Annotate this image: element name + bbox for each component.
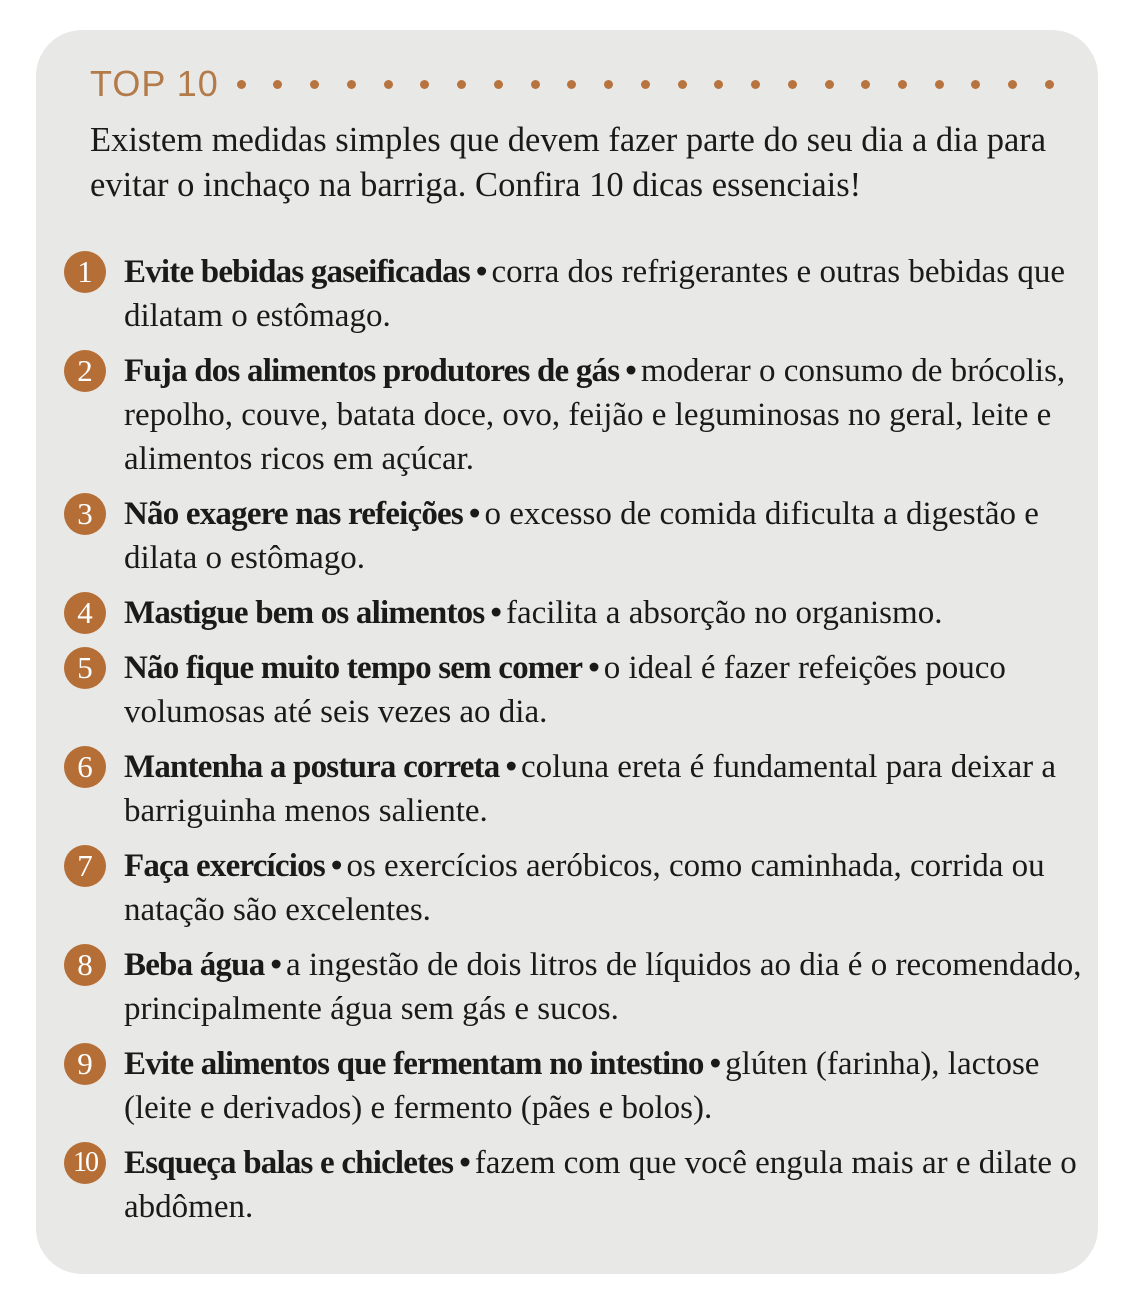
divider-dot [531, 80, 540, 89]
divider-dot [310, 80, 319, 89]
tip-item [64, 1141, 1084, 1229]
divider-dot [678, 80, 687, 89]
tip-text: o ideal é fazer refeições pouco volumosas até seis vezes ao dia. [124, 650, 1006, 730]
tip-number-badge: 6 [64, 746, 106, 788]
tip-number-badge: 7 [64, 845, 106, 887]
divider-dot [273, 80, 282, 89]
tip-item [64, 591, 1084, 635]
tip-number-badge: 4 [64, 592, 106, 634]
divider-dot [384, 80, 393, 89]
divider-dot [714, 80, 723, 89]
divider-dot [494, 80, 503, 89]
tip-number-badge: 5 [64, 647, 106, 689]
tip-text: corra dos refrigerantes e outras bebidas que dilatam o estômago. [124, 254, 1066, 334]
top10-card [36, 30, 1098, 1274]
divider-dot [971, 80, 980, 89]
bullet-separator: • [459, 1145, 471, 1181]
divider-dot [641, 80, 650, 89]
tip-text: moderar o consumo de brócolis, repolho, couve, batata doce, ovo, feijão e leguminosas no geral, leite e alimentos ricos em açúcar. [124, 353, 1066, 477]
bullet-separator: • [490, 595, 502, 631]
tip-title: Esqueça balas e chicletes [124, 1145, 454, 1181]
tip-item [64, 943, 1084, 1031]
tip-item [64, 349, 1084, 481]
bullet-separator: • [330, 848, 343, 884]
tips-list [64, 250, 1084, 1229]
divider-dot [898, 80, 907, 89]
tip-title: Mastigue bem os alimentos [124, 595, 485, 631]
divider-dot [788, 80, 797, 89]
tip-item [64, 646, 1084, 734]
tip-text: a ingestão de dois litros de líquidos ao dia é o recomendado, principalmente água sem gás e sucos. [124, 947, 1082, 1027]
bullet-separator: • [475, 254, 488, 290]
divider-dot [420, 80, 429, 89]
tip-title: Beba água [124, 947, 265, 983]
divider-dot [1045, 80, 1054, 89]
tip-title: Mantenha a postura correta [124, 749, 500, 785]
tip-title: Fuja dos alimentos produtores de gás [124, 353, 620, 389]
bullet-separator: • [505, 749, 518, 785]
tip-number-badge: 9 [64, 1043, 106, 1085]
divider-dot [604, 80, 613, 89]
tip-title: Não exagere nas refeições [124, 496, 463, 532]
divider-dot [1008, 80, 1017, 89]
intro-paragraph: Existem medidas simples que devem fazer parte do seu dia a dia para evitar o inchaço na barriga. Confira 10 dicas essenciais! [90, 121, 1047, 204]
divider-dot [457, 80, 466, 89]
tip-text: fazem com que você engula mais ar e dilate o abdômen. [124, 1145, 1077, 1225]
divider-dot [751, 80, 760, 89]
tip-title: Evite alimentos que fermentam no intestino [124, 1046, 704, 1082]
bullet-separator: • [625, 353, 637, 389]
tip-number-badge: 10 [64, 1142, 106, 1184]
divider-dot [567, 80, 576, 89]
tip-title: Não fique muito tempo sem comer [124, 650, 583, 686]
tip-title: Faça exercícios [124, 848, 325, 884]
bullet-separator: • [588, 650, 600, 686]
tip-item [64, 492, 1084, 580]
card-header [90, 64, 1054, 104]
tip-title: Evite bebidas gaseificadas [124, 254, 470, 290]
divider-dot [825, 80, 834, 89]
tip-item [64, 1042, 1084, 1130]
divider-dot [347, 80, 356, 89]
divider-dot [237, 80, 246, 89]
bullet-separator: • [270, 947, 282, 983]
tip-text: glúten (farinha), lactose (leite e derivados) e fermento (pães e bolos). [124, 1046, 1040, 1126]
header-title: TOP 10 [90, 63, 219, 104]
tip-number-badge: 3 [64, 493, 106, 535]
tip-number-badge: 8 [64, 944, 106, 986]
tip-number-badge: 1 [64, 251, 106, 293]
tip-text: coluna ereta é fundamental para deixar a barriguinha menos saliente. [124, 749, 1057, 829]
divider-dot [861, 80, 870, 89]
tip-item [64, 745, 1084, 833]
tip-number-badge: 2 [64, 350, 106, 392]
tip-text: os exercícios aeróbicos, como caminhada, corrida ou natação são excelentes. [124, 848, 1045, 928]
tip-text: o excesso de comida dificulta a digestão e dilata o estômago. [124, 496, 1039, 576]
bullet-separator: • [709, 1046, 722, 1082]
dotted-divider [237, 64, 1054, 104]
bullet-separator: • [468, 496, 481, 532]
tip-text: facilita a absorção no organismo. [505, 595, 943, 631]
tip-item [64, 844, 1084, 932]
tip-item [64, 250, 1084, 338]
divider-dot [935, 80, 944, 89]
